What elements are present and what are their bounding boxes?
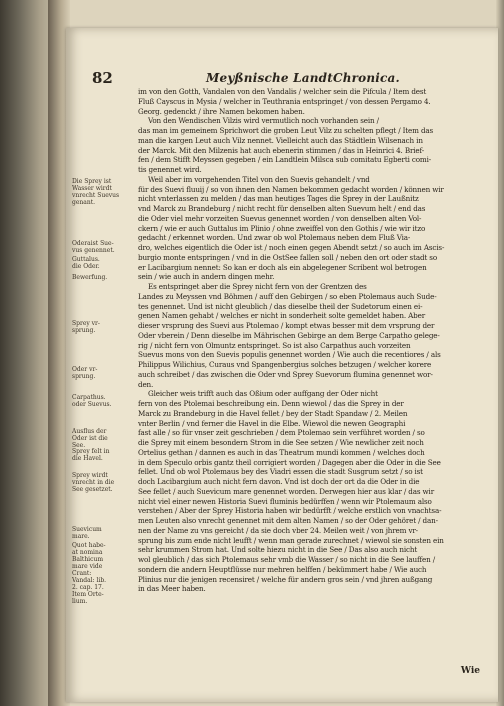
text-line: genen Namen gehabt / welches er nicht in sonderheit solte gemeldet haben. Aber [138, 311, 426, 321]
text-line: nicht viel einer newen Historia Suevi fluminis bedürffen / wenn wir Ptolemaum also [138, 496, 432, 506]
margin-note-line: Suevicum [72, 526, 102, 533]
text-line: doch Lacibargium auch nicht fern davon. Vnd ist doch der ort da die Oder in die [138, 477, 420, 486]
margin-note [72, 428, 134, 449]
text-line: men Leuten also vnrecht genennet mit dem alten Namen / so der Oder gehöret / dan- [138, 516, 438, 525]
margin-note-line: Item Orte- [72, 591, 104, 598]
body-text [138, 87, 488, 594]
margin-note-line: vnrecht Suevus [72, 192, 120, 199]
text-line: fen / dem Stifft Meyssen gegeben / ein Landtlein Milsca sub comitatu Egberti comi- [138, 155, 431, 165]
margin-note-line: die Oder. [72, 263, 100, 270]
text-line: rig / nicht fern von Olmuntz entspringet. So ist also Carpathus auch vorzeiten [138, 340, 411, 350]
text-line: fast alle / so für vnser zeit geschrieben / dem Ptolemao sein verführet worden / so [138, 428, 425, 438]
text-line: er Lacibargium nennet: So kan er doch als ein abgelegener Scribent wol betrogen [138, 262, 427, 272]
margin-note [72, 448, 134, 462]
text-line: für des Suevi fluuij / so von ihnen den Namen bekommen gedacht worden / können wir [138, 184, 444, 194]
text-line: vnter Berlin / vnd ferner die Havel in die Elbe. Wiewol die newen Geographi [138, 418, 406, 428]
margin-note-line: Guttalus. [72, 256, 100, 263]
margin-note [72, 256, 134, 270]
text-line: See fellet / auch Suevicum mare genennet worden. Derwegen hier aus klar / das wir [138, 486, 434, 496]
text-line: sprung bis zum ende nicht leufft / wenn man gerade zurechnet / wiewol sie sonsten ein [138, 535, 444, 545]
margin-note-line: Oderaist Sue- [72, 240, 114, 247]
text-line: tes genennet. Und ist nicht gleublich / das dieselbe theil der Sudetorum einen ei- [138, 301, 423, 311]
margin-note [72, 178, 134, 206]
text-line: auch schreibet / das zwischen die Oder vnd Sprey Suevorum flumina genennet wor- [138, 369, 433, 379]
margin-note-line: genant. [72, 199, 96, 206]
margin-note-line: sprung. [72, 373, 96, 380]
text-line: in das Meer haben. [138, 584, 206, 594]
margin-note-line: Sprey vr- [72, 320, 100, 327]
margin-note-line: Ausflus der [72, 428, 107, 435]
margin-note-line: vus genennet. [72, 247, 115, 254]
margin-note-line: oder Suevus. [72, 401, 112, 408]
text-line: Fluß Cayscus in Mysia / welcher in Teuthrania entspringet / von dessen Pergamo 4. [138, 96, 431, 106]
text-line: Von den Wendischen Vilzis wird vermutlich noch vorhanden sein / [148, 116, 379, 126]
text-line: wol gleublich / das sich Ptolemaus sehr vmb die Wasser / so nicht in die See lauffen / [138, 555, 436, 564]
text-line: die Sprey mit einem besondern Strom in die See setzen / Wie newlicher zeit noch [138, 438, 424, 447]
page-number: 82 [92, 69, 113, 87]
text-line: Weil aber im vorgehenden Titel von den Suevis gehandelt / vnd [148, 174, 370, 184]
text-line: die Oder viel mehr vorzeiten Suevus genennet worden / von denselben alten Vol- [138, 213, 422, 223]
text-line: fellet. Und ob wol Ptolemaus bey des Viadri essen die stadt Susgrum setzt / so ist [138, 467, 423, 477]
text-line: verstehen / Aber der Sprey Historia haben wir bedürfft / welche erstlich von vnachtsa- [138, 506, 442, 516]
margin-note [72, 542, 134, 605]
margin-note-line: Balthicum [72, 556, 104, 563]
text-line: gedacht / erkennet worden. Und zwar ob wol Ptolemaus neben dem Fluß Via- [138, 233, 411, 243]
margin-note-line: Sprey wirdt [72, 472, 108, 479]
margin-note [72, 526, 134, 540]
margin-note [72, 394, 134, 408]
margin-note-line: vnrecht in die [72, 479, 115, 486]
text-line: sehr krummen Strom hat. Und solte hiezu nicht in die See / Das also auch nicht [138, 545, 418, 555]
text-line: fern von des Ptolemai beschreibung ein. Denn wiewol / das die Sprey in der [138, 399, 404, 408]
running-head: Meyßnische LandtChronica. [206, 71, 400, 85]
text-line: Marck zu Brandeburg in die Havel fellet / bey der Stadt Spandaw / 2. Meilen [138, 408, 408, 418]
text-line: dieser vrsprung des Suevi aus Ptolemao / kompt etwas besser mit dem vrsprung der [138, 321, 435, 330]
text-line: der Marck. Mit den Milzenis hat auch ebenerin stimmen / das in Heinrici 4. Brief- [138, 145, 425, 155]
text-line: burgio monte entspringen / vnd in die OstSee fallen soll / neben den ort oder stadt so [138, 252, 438, 262]
margin-note-line: Die Sprey ist [72, 178, 112, 185]
text-line: sondern die andern Heuptflüsse nur mehren helffen / bekümmert habe / Wie auch [138, 564, 427, 574]
text-line: Suevus mons von den Suevis populis genennet worden / Wie auch die recentiores / als [138, 350, 441, 360]
margin-note-line: Vandal: lib. [72, 577, 107, 584]
margin-note [72, 366, 134, 380]
text-line: Georg. gedenckt / ihre Namen bekomen haben. [138, 106, 305, 116]
margin-note-line: Quot habe- [72, 542, 106, 549]
margin-note-line: Sprey felt in [72, 448, 110, 455]
text-line: ckern / wie er auch Guttalus im Plinio / ohne zweiffel von den Gothis / wie wir itzo [138, 223, 426, 233]
text-line: vnd Marck zu Brandeburg / nicht recht für denselben alten Suevum helt / end das [138, 204, 426, 213]
margin-note-line: sprung. [72, 327, 96, 334]
margin-note-line: die Havel. [72, 455, 103, 462]
text-line: den. [138, 379, 154, 389]
text-line: sein / wie auch in andern dingen mehr. [138, 272, 275, 282]
text-line: Gleicher weis trifft auch das Oßium oder auffgang der Oder nicht [148, 389, 378, 399]
margin-note-line: lium. [72, 598, 88, 605]
margin-note-line: Wasser wirdt [72, 185, 112, 192]
text-line: nen der Name zu vns gereicht / da sie doch vber 24. Meilen weit / von jhrem vr- [138, 525, 418, 535]
text-line: Plinius nur die jenigen recensiret / welche für andern gros sein / vnd jhren außgang [138, 574, 433, 584]
margin-note [72, 274, 134, 281]
margin-note-line: at nomina [72, 549, 103, 556]
book-page [66, 28, 498, 702]
margin-note-line: Carpathus. [72, 394, 106, 401]
text-line: Es entspringet aber die Sprey nicht fern von der Grentzen des [148, 282, 367, 291]
text-line: Landes zu Meyssen vnd Böhmen / auff den Gebirgen / so eben Ptolemaus auch Sude- [138, 291, 437, 301]
margin-note [72, 320, 134, 334]
text-line: Ortelius gethan / dannen es auch in das Theatrum mundi kommen / welches doch [138, 447, 425, 457]
text-line: im von den Gotth, Vandalen von den Vandalis / welcher sein die Pifcula / Item dest [138, 87, 427, 96]
margin-note-line: Oder vr- [72, 366, 98, 373]
text-line: Oder vberein / Denn dieselbe im Mährischen Gebirge an dem Berge Carpatho gelege- [138, 330, 440, 340]
catchword: Wie [460, 666, 480, 676]
text-line: nicht vnterlassen zu melden / das man heutiges Tages die Sprey in der Laußnitz [138, 194, 419, 204]
text-line: in dem Speculo orbis gantz theil corrigiert worden / Dagegen aber die Oder in die See [138, 457, 441, 467]
text-line: tis genennet wird. [138, 165, 202, 174]
margin-note-line: 2. cap. 17. [72, 584, 104, 591]
text-line: dro, welches eigentlich die Oder ist / noch einen gegen Abendt setzt / so auch im Ascis- [138, 243, 445, 252]
margin-note-line: See gesetzet. [72, 486, 113, 493]
margin-note-line: mare vide [72, 563, 103, 570]
margin-note-line: Crant: [72, 570, 92, 577]
text-line: Philippus Wilichius, Curaus vnd Spangenbergius solches betzugen / welcher korere [138, 360, 432, 369]
text-line: das man im gemeinem Sprichwort die groben Leut Vilz zu schelten pflegt / Item das [138, 126, 434, 135]
margin-note-line: mare. [72, 533, 90, 540]
margin-note [72, 240, 134, 254]
margin-note-line: Bewerfung. [72, 274, 108, 281]
margin-note [72, 472, 134, 493]
margin-note-line: Oder ist die [72, 435, 108, 442]
margin-note-line: See. [72, 442, 86, 449]
text-line: man die kargen Leut auch Vilz nennet. Vielleicht auch das Städtlein Wilsenach in [138, 135, 423, 145]
